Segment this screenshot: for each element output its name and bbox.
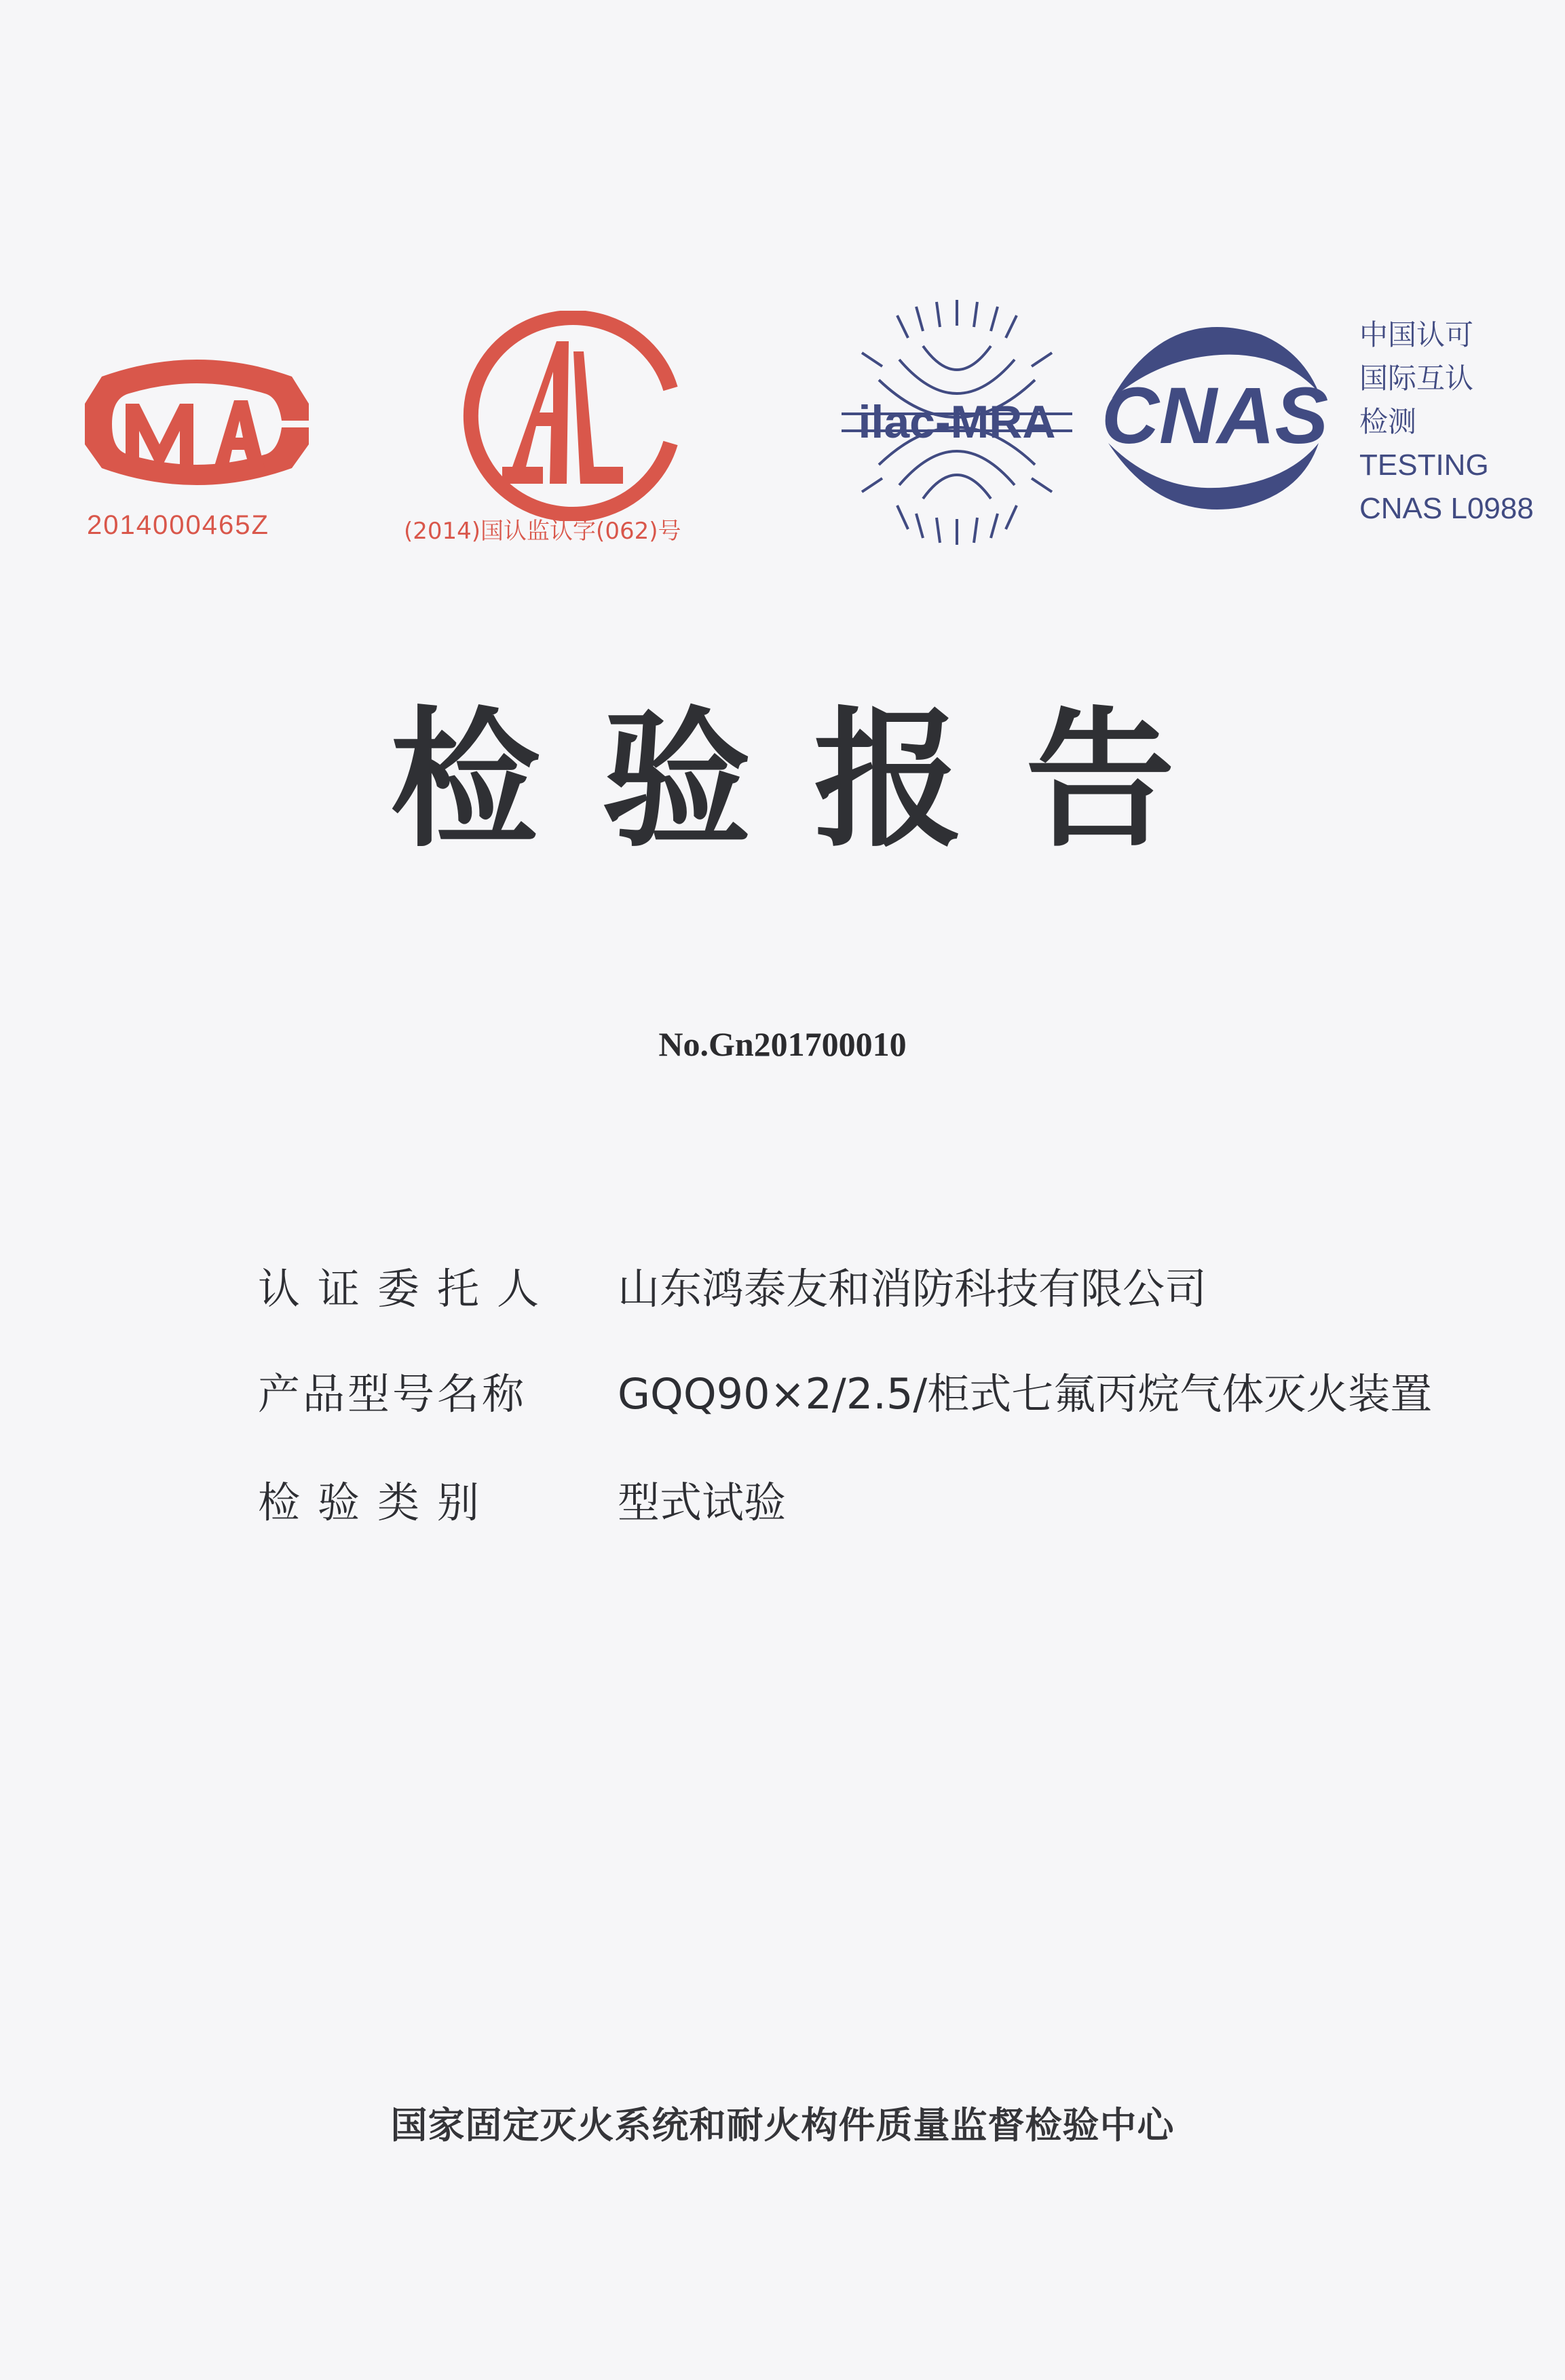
issuing-organization: 国家固定灭火系统和耐火构件质量监督检验中心 (390, 2104, 1175, 2147)
cnas-line-2: 国际互认 (1359, 362, 1474, 395)
cnas-line-3: 检测 (1359, 405, 1417, 438)
report-number: No.Gn201700010 (658, 1025, 907, 1063)
field-value: 型式试验 (618, 1478, 787, 1527)
cma-certificate-code: 2014000465Z (87, 510, 269, 540)
cnas-logo-icon (1085, 324, 1346, 514)
ilac-mra-logo-icon (835, 299, 1079, 546)
cnas-line-5: CNAS L0988 (1359, 492, 1534, 525)
field-label: 认证委托人 (258, 1264, 557, 1313)
cal-certificate-code: (2014)国认监认字(062)号 (404, 518, 681, 545)
cnas-accreditation-text (1359, 313, 1534, 531)
cal-logo-icon (455, 311, 685, 521)
cma-logo-icon (75, 356, 319, 488)
field-value: 山东鸿泰友和消防科技有限公司 (618, 1264, 1207, 1313)
document-title: 检验报告 (390, 693, 1237, 867)
svg-text:CNAS: CNAS (1101, 371, 1329, 461)
cnas-line-4: TESTING (1359, 448, 1489, 482)
field-value: GQQ90×2/2.5/柜式七氟丙烷气体灭火装置 (618, 1369, 1433, 1419)
svg-text:ilac-MRA: ilac-MRA (858, 396, 1056, 448)
field-label: 产品型号名称 (258, 1369, 527, 1419)
cnas-line-1: 中国认可 (1359, 318, 1474, 351)
field-label: 检验类别 (258, 1478, 497, 1527)
